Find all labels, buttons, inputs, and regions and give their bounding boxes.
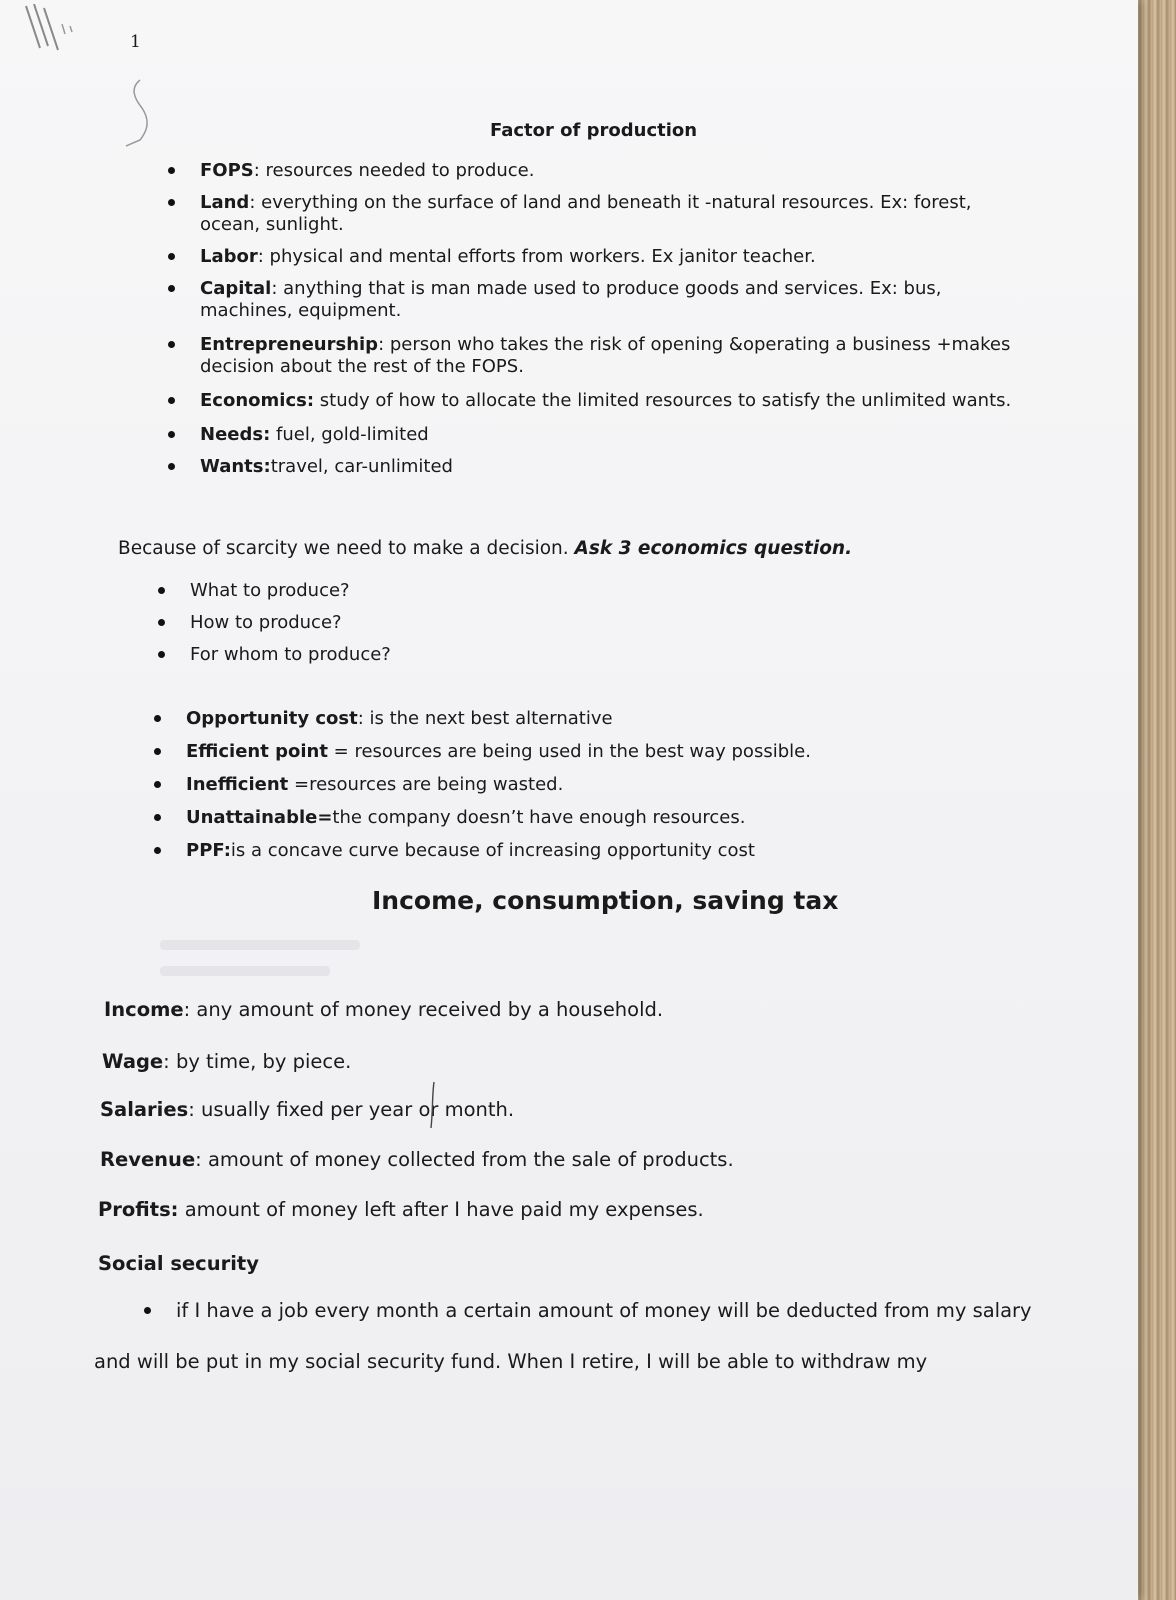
term: Profits: [98,1198,179,1221]
list-item [186,807,811,829]
definition: fuel, gold-limited [270,424,429,445]
question: How to produce? [190,612,342,633]
definition-row [102,1050,351,1073]
term: Unattainable= [186,807,333,828]
bullet-icon [168,431,175,438]
definition: is a concave curve because of increasing opportunity cost [230,840,755,861]
definition-row [100,1098,514,1121]
list-item [186,774,811,796]
term: Land [200,192,250,213]
section-title-factor-of-production: Factor of production [490,120,698,141]
scarcity-sentence [118,538,852,559]
definition: : usually fixed per year or month. [188,1098,515,1121]
page-number: 1 [130,32,141,52]
social-security-continuation: and will be put in my social security fund. When I retire, I will be able to withdraw my [94,1350,928,1373]
bullet-icon [154,748,161,755]
definition: : is the next best alternative [357,708,613,729]
bullet-icon [158,587,165,594]
bullet-icon [168,167,175,174]
list-item [200,278,1020,322]
question: What to produce? [190,580,350,601]
list-item [200,334,1020,378]
scarcity-text: Because of scarcity we need to make a decision. [118,538,575,559]
social-security-heading: Social security [98,1252,259,1275]
definition: amount of money left after I have paid my expenses. [178,1198,704,1221]
term: Efficient point [186,741,328,762]
definition: = resources are being used in the best way possible. [327,741,811,762]
definition: study of how to allocate the limited resources to satisfy the unlimited wants. [314,390,1012,411]
bullet-icon [168,199,175,206]
definition: : amount of money collected from the sale of products. [195,1148,734,1171]
bullet-icon [154,847,161,854]
list-item [200,390,1020,412]
bullet-icon [144,1307,151,1314]
pen-mark-icon [428,1080,438,1130]
staple-mark-icon [18,4,78,54]
definition: the company doesn’t have enough resources. [332,807,746,828]
definition: =resources are being wasted. [288,774,564,795]
definition-row [98,1198,704,1221]
bullet-icon [158,651,165,658]
list-item [186,840,811,862]
term: Needs: [200,424,271,445]
term: Labor [200,246,258,267]
list-item [200,160,1020,182]
bleed-through-line [160,966,330,976]
definition: : any amount of money received by a household. [183,998,664,1021]
definition: travel, car-unlimited [270,456,453,477]
term: Entrepreneurship [200,334,379,355]
list-item [200,424,1020,446]
term: Capital [200,278,272,299]
scarcity-emphasis: Ask 3 economics question. [574,538,853,559]
bullet-icon [154,781,161,788]
definition: : by time, by piece. [163,1050,352,1073]
section-title-income: Income, consumption, saving tax [372,886,839,915]
term: Wants: [200,456,271,477]
list-item [200,192,1020,236]
term: Revenue [100,1148,196,1171]
definition-row [100,1148,734,1171]
definition: : anything that is man made used to produce goods and services. Ex: bus, machines, equipment. [200,278,942,321]
bullet-icon [158,619,165,626]
term: PPF: [186,840,231,861]
bleed-through-line [160,940,360,950]
list-item [200,456,1020,478]
term: Inefficient [186,774,289,795]
list-item [190,612,391,634]
list-item [186,708,811,730]
term: Salaries [100,1098,189,1121]
bullet-icon [168,463,175,470]
bullet-icon [168,285,175,292]
list-item [186,741,811,763]
definition: : person who takes the risk of opening &operating a business +makes decision about the rest of the FOPS. [200,334,1011,377]
list-item [190,580,391,602]
pencil-mark-icon [120,78,160,158]
bullet-icon [168,341,175,348]
term: FOPS [200,160,254,181]
list-item [176,1300,1076,1322]
bullet-icon [168,253,175,260]
term: Wage [102,1050,164,1073]
list-item [190,644,391,666]
social-security-bullet: if I have a job every month a certain amount of money will be deducted from my salary [176,1299,1032,1322]
concepts-list [186,708,811,862]
fops-list [200,160,1020,478]
definition-row [104,998,663,1021]
term: Economics: [200,390,315,411]
definition: : everything on the surface of land and beneath it -natural resources. Ex: forest, ocean, sunlight. [200,192,972,235]
bullet-icon [168,397,175,404]
bullet-icon [154,814,161,821]
definition: : physical and mental efforts from workers. Ex janitor teacher. [257,246,816,267]
question: For whom to produce? [190,644,391,665]
bullet-icon [154,715,161,722]
term: Opportunity cost [186,708,358,729]
social-security-list [176,1300,1076,1322]
list-item [200,246,1020,268]
term: Income [104,998,184,1021]
definition: : resources needed to produce. [253,160,535,181]
economic-questions-list [190,580,391,666]
